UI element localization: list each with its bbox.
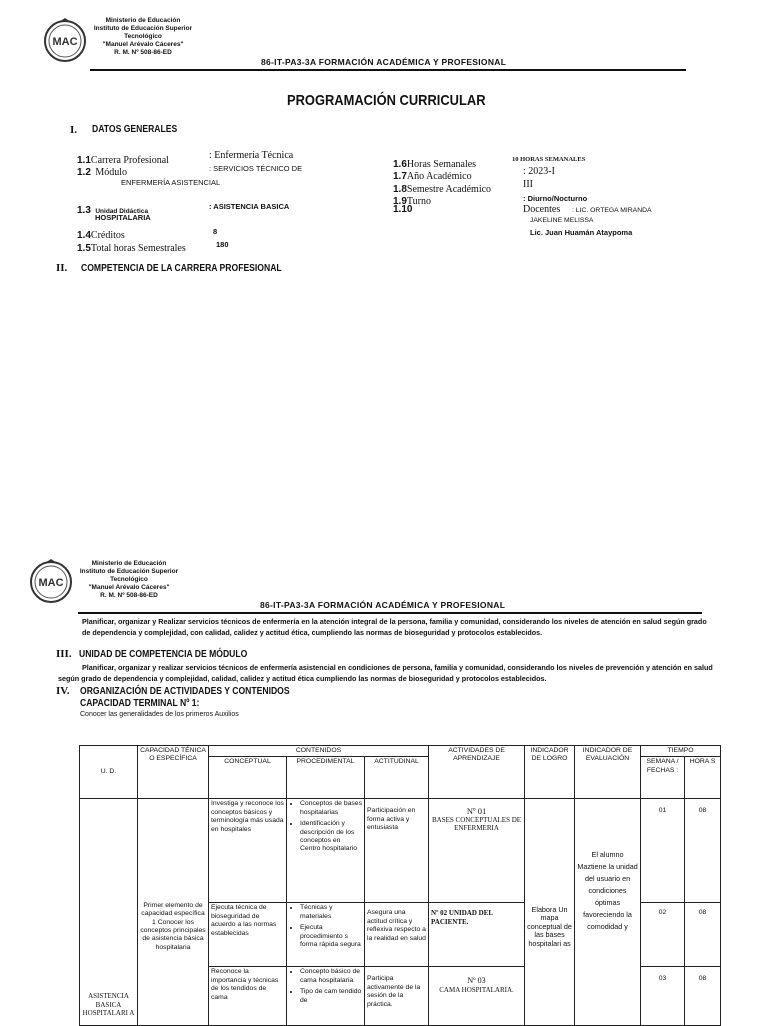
- conceptual-cell: Reconoce la importancia y técnicas de los tendidos de cama: [209, 967, 287, 1026]
- table-header-row: [80, 746, 721, 757]
- procedural-item: • Concepto básico de cama hospitalaria: [300, 968, 362, 985]
- ud-cell: ASISTENCIA BASICA HOSPITALARI A: [80, 799, 138, 1026]
- institute-name: "Manuel Arévalo Cáceres": [102, 41, 184, 48]
- career-label: Carrera Profesional: [90, 155, 169, 166]
- week-cell: 03: [641, 967, 685, 1026]
- ministry-label: Ministerio de Educación: [91, 560, 167, 567]
- semester-value: III: [523, 179, 533, 190]
- hours-cell: 08: [685, 799, 721, 903]
- ministry-label: Ministerio de Educación: [105, 17, 181, 24]
- teachers-label: Docentes: [523, 204, 561, 215]
- item-number: 1.7: [393, 171, 407, 182]
- section-2-roman: II.: [56, 262, 68, 274]
- tech-label: Tecnológico: [124, 33, 162, 40]
- activity-number: Nº 01: [466, 806, 487, 817]
- week-cell: 02: [641, 903, 685, 967]
- header-hours: HORA S: [685, 757, 721, 799]
- procedural-item: • Tipo de cam tendido de: [300, 988, 362, 1005]
- evaluation-cell: El alumno Maztiene la unidad del usuario en condiciones óptimas favoreciendo la comodidad y: [575, 799, 641, 1026]
- rm-label: R. M. Nº 508-86-ED: [100, 592, 158, 599]
- shift-value: : Diurno/Nocturno: [523, 194, 588, 203]
- header-week: SEMANA / FECHAS :: [641, 757, 685, 799]
- institution-block: [88, 17, 198, 57]
- institute-label: Instituto de Educación Superior: [79, 568, 179, 575]
- achievement-cell: Elabora Un mapa conceptual de las bases hospitalari as: [525, 799, 575, 1026]
- conceptual-cell: Investiga y reconoce los conceptos básicos y terminología más usada en hospitales: [209, 799, 287, 903]
- module-label: Módulo: [95, 167, 128, 178]
- header-ud: U. D.: [80, 746, 138, 799]
- weekly-hours-value: 10 HORAS SEMANALES: [512, 156, 586, 163]
- activity-cell: [429, 967, 525, 1026]
- svg-text:MAC: MAC: [52, 36, 78, 48]
- institute-name: "Manuel Arévalo Cáceres": [88, 584, 170, 591]
- general-data-left: [77, 150, 377, 255]
- section-2-title: COMPETENCIA DE LA CARRERA PROFESIONAL: [81, 263, 282, 274]
- page-title: PROGRAMACIÓN CURRICULAR: [287, 92, 486, 109]
- career-competence-text: Planificar, organizar y Realizar servicios técnicos de enfermería en la atención integral de la persona, familia y comunidad, considerando los niveles de atención en salud según grado de dependencia y complejidad, con calidad, calidez y actitud ética, cumpliendo las normas de bioseguridad y protocolos establecidos.: [82, 617, 707, 637]
- header-time: TIEMPO: [641, 746, 721, 757]
- curriculum-table: [79, 745, 721, 1026]
- semester-label: Semestre Académico: [406, 184, 492, 195]
- rm-label: R. M. Nº 508-86-ED: [114, 49, 172, 56]
- header-rule: [90, 69, 686, 71]
- institute-label: Instituto de Educación Superior: [93, 25, 193, 32]
- activity-title: BASES CONCEPTUALES DE ENFERMERIA: [431, 815, 522, 833]
- section-1-roman: I.: [70, 124, 78, 136]
- item-number: 1.1: [77, 155, 91, 166]
- item-number: 1.10: [393, 204, 413, 215]
- general-data-right: [393, 154, 713, 244]
- hours-cell: 08: [685, 967, 721, 1026]
- activity-cell: [429, 799, 525, 903]
- weekly-hours-label: Horas Semanales: [406, 159, 477, 170]
- svg-text:MAC: MAC: [38, 577, 64, 589]
- credits-value: 8: [213, 227, 218, 236]
- procedural-item: • Ejecuta procedimiento s forma rápida segura: [300, 924, 362, 949]
- unit-label: Unidad Didáctica: [95, 208, 149, 215]
- institute-logo: [42, 17, 88, 63]
- attitudinal-cell: Participación en forma activa y entusiasta: [365, 799, 429, 903]
- header-attitudinal: ACTITUDINAL: [365, 757, 429, 799]
- item-number: 1.6: [393, 159, 407, 170]
- capacity-cell: Primer elemento de capacidad específica 1 Conocer los conceptos principales de asistencia básica hospitalaria: [138, 799, 209, 1026]
- year-value: : 2023-I: [523, 166, 555, 177]
- table-row: [80, 799, 721, 903]
- section-4-title: ORGANIZACIÓN DE ACTIVIDADES Y CONTENIDOS: [80, 686, 290, 697]
- section-1-title: DATOS GENERALES: [92, 124, 178, 135]
- conceptual-cell: Ejecuta técnica de bioseguridad de acuerdo a las normas establecidas: [209, 903, 287, 967]
- tech-label: Tecnológico: [110, 576, 148, 583]
- teacher-1-name: : LIC. ORTEGA MIRANDA: [572, 207, 652, 214]
- header-evaluation: INDICADOR DE EVALUACIÓN: [575, 746, 641, 799]
- procedural-item: • Técnicas y materiales: [300, 904, 362, 921]
- unit-value-cont: HOSPITALARIA: [95, 213, 151, 222]
- unit-value: : ASISTENCIA BASICA: [209, 202, 290, 211]
- item-number: 1.5: [77, 243, 91, 254]
- teacher-1-name-cont: JAKELINE MELISSA: [530, 217, 594, 224]
- institution-block: [74, 560, 184, 600]
- shift-label: Turno: [406, 196, 431, 207]
- item-number: 1.3: [77, 205, 91, 216]
- attitudinal-cell: Participa activamente de la sesión de la práctica.: [365, 967, 429, 1026]
- activity-cell: Nº 02 UNIDAD DEL PACIENTE.: [429, 903, 525, 967]
- header-achievement: INDICADOR DE LOGRO: [525, 746, 575, 799]
- doc-code-line: 86-IT-PA3-3A FORMACIÓN ACADÉMICA Y PROFESIONAL: [260, 600, 506, 610]
- year-label: Año Académico: [406, 171, 472, 182]
- header-rule: [78, 612, 702, 614]
- section-3-roman: III.: [56, 648, 72, 660]
- header-activities: ACTIVIDADES DE APRENDIZAJE: [429, 746, 525, 799]
- item-number: 1.9: [393, 196, 407, 207]
- terminal-capacity-label: CAPACIDAD TERMINAL Nº 1:: [80, 698, 200, 709]
- item-number: 1.2: [77, 167, 91, 178]
- section-3-title: UNIDAD DE COMPETENCIA DE MÓDULO: [79, 649, 248, 660]
- module-value-cont: ENFERMERÍA ASISTENCIAL: [121, 178, 221, 187]
- hours-cell: 08: [685, 903, 721, 967]
- career-value: : Enfermería Técnica: [209, 150, 294, 161]
- procedural-cell: [287, 799, 365, 903]
- header-procedural: PROCEDIMENTAL: [287, 757, 365, 799]
- procedural-cell: [287, 903, 365, 967]
- total-hours-label: Total horas Semestrales: [90, 243, 186, 254]
- procedural-item: • Identificación y descripción de los conceptos en Centro hospitalario: [300, 820, 362, 854]
- header-conceptual: CONCEPTUAL: [209, 757, 287, 799]
- activity-number: Nº 03: [467, 976, 486, 986]
- teacher-2-name: Lic. Juan Huamán Ataypoma: [530, 228, 633, 237]
- activity-title: CAMA HOSPITALARIA.: [439, 985, 514, 994]
- terminal-capacity-text: Conocer las generalidades de los primeros Auxilios: [80, 711, 239, 718]
- institute-logo: [28, 558, 74, 604]
- week-cell: 01: [641, 799, 685, 903]
- total-hours-value: 180: [216, 240, 229, 249]
- credits-label: Créditos: [90, 230, 125, 241]
- doc-code-line: 86-IT-PA3-3A FORMACIÓN ACADÉMICA Y PROFESIONAL: [261, 57, 507, 67]
- procedural-cell: [287, 967, 365, 1026]
- procedural-item: • Conceptos de bases hospitalarias: [300, 800, 362, 817]
- header-capacity: CAPACIDAD TÉNICA O ESPECÍFICA: [138, 746, 209, 799]
- module-competence-text: Planificar, organizar y realizar servicios técnicos de enfermería asistencial en condiciones de persona, familia y comunidad, considerando los niveles de prevención y atención en salud según grado de dependencia y complejidad, calidad, calidez y actitud ética cumpliendo las normas de bioseguridad y protocolos establecidos.: [58, 663, 713, 683]
- attitudinal-cell: Asegura una actitud crítica y reflexiva respecto a la realidad en salud: [365, 903, 429, 967]
- item-number: 1.4: [77, 230, 91, 241]
- section-4-roman: IV.: [56, 685, 70, 697]
- header-contents: CONTENIDOS: [209, 746, 429, 757]
- item-number: 1.8: [393, 184, 407, 195]
- module-value: : SERVICIOS TÉCNICO DE: [209, 164, 303, 173]
